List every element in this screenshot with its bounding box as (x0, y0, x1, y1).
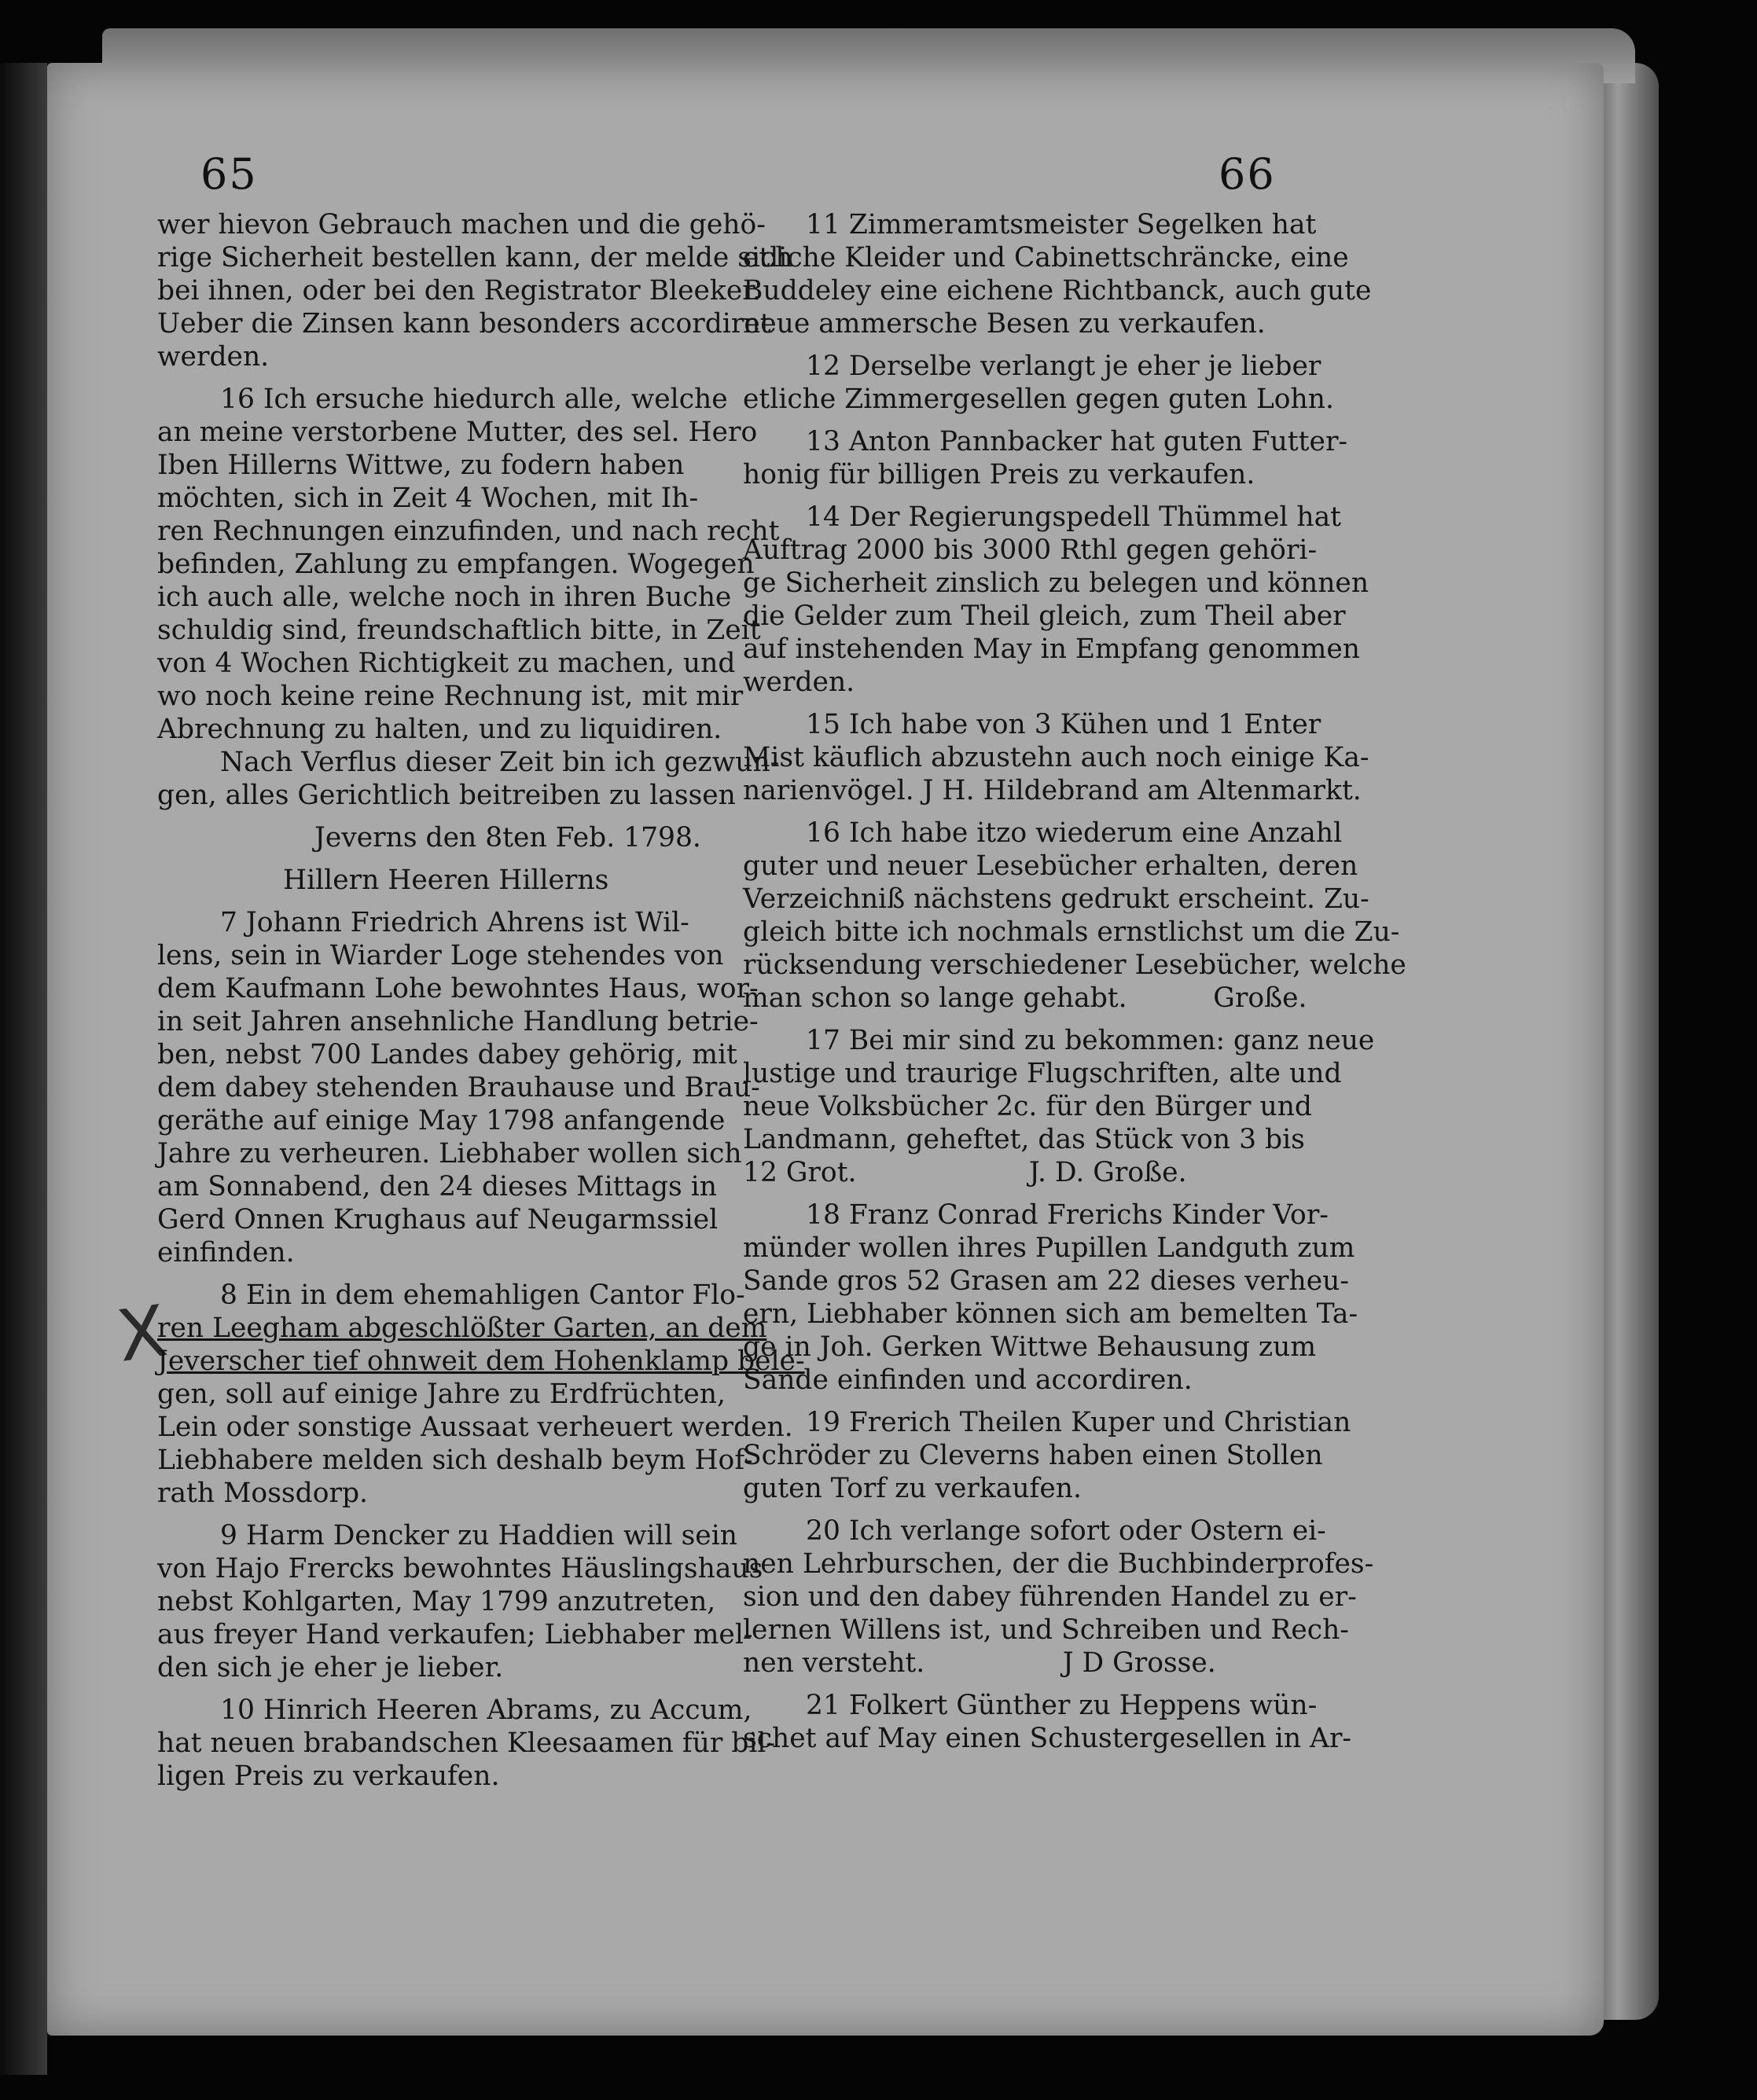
text-line: neue Volksbücher 2c. für den Bürger und (743, 1091, 1313, 1122)
notice-entry (157, 1694, 776, 1793)
text-line: lernen Willens ist, und Schreiben und Rech- (743, 1614, 1349, 1646)
text-line: wo noch keine reine Rechnung ist, mit mir (157, 681, 744, 712)
text-line: ern, Liebhaber können sich am bemelten Ta- (743, 1298, 1358, 1330)
text-line: ligen Preis zu verkaufen. (157, 1760, 500, 1792)
notice-entry (743, 208, 1372, 340)
notice-entry (743, 1024, 1375, 1189)
text-line: 16 Ich habe itzo wiederum eine Anzahl (806, 817, 1343, 849)
text-line: 16 Ich ersuche hiedurch alle, welche (220, 384, 728, 415)
text-line: ren Leegham abgeschlößter Garten, an dem (157, 1312, 767, 1344)
notice-entry (743, 350, 1334, 416)
text-line: Jeverns den 8ten Feb. 1798. (314, 822, 701, 854)
notice-entry (743, 425, 1348, 491)
text-line: Sande einfinden und accordiren. (743, 1364, 1193, 1396)
margin-x-mark: X (112, 1290, 172, 1379)
text-line: werden. (157, 341, 270, 373)
text-line: 12 Grot. J. D. Große. (743, 1157, 1187, 1188)
text-line: hat neuen brabandschen Kleesaamen für bil- (157, 1727, 776, 1759)
text-line: Landmann, geheftet, das Stück von 3 bis (743, 1124, 1305, 1155)
notice-entry (743, 1689, 1352, 1755)
text-line: aus freyer Hand verkaufen; Liebhaber mel- (157, 1619, 753, 1650)
text-line: Iben Hillerns Wittwe, zu fodern haben (157, 450, 685, 481)
text-line: den sich je eher je lieber. (157, 1652, 504, 1683)
text-line: etliche Kleider und Cabinettschräncke, eine (743, 242, 1349, 274)
text-line: einfinden. (157, 1237, 295, 1268)
text-line: Schröder zu Cleverns haben einen Stollen (743, 1440, 1323, 1471)
text-line: guter und neuer Lesebücher erhalten, deren (743, 850, 1358, 882)
notice-entry (743, 708, 1369, 807)
text-line: narienvögel. J H. Hildebrand am Altenmarkt. (743, 775, 1362, 806)
text-line: nebst Kohlgarten, May 1799 anzutreten, (157, 1586, 716, 1617)
notice-entry (743, 817, 1406, 1015)
text-line: rath Mossdorp. (157, 1478, 369, 1509)
text-line: geräthe auf einige May 1798 anfangende (157, 1105, 726, 1136)
text-line: Mist käuflich abzustehn auch noch einige Ka- (743, 742, 1369, 773)
text-line: Jeverscher tief ohnweit dem Hohenklamp bele- (157, 1346, 805, 1377)
notice-date (157, 821, 731, 854)
text-line: 15 Ich habe von 3 Kühen und 1 Enter (806, 709, 1321, 740)
text-line: am Sonnabend, den 24 dieses Mittags in (157, 1171, 717, 1202)
text-line: Gerd Onnen Krughaus auf Neugarmssiel (157, 1204, 719, 1235)
notice-entry (743, 1406, 1351, 1505)
text-line: ich auch alle, welche noch in ihren Buche (157, 582, 732, 613)
text-line: ge Sicherheit zinslich zu belegen und können (743, 567, 1369, 599)
text-line: 17 Bei mir sind zu bekommen: ganz neue (806, 1025, 1375, 1056)
text-line: nen versteht. J D Grosse. (743, 1647, 1216, 1679)
text-line: Hillern Heeren Hillerns (283, 865, 609, 896)
text-line: 9 Harm Dencker zu Haddien will sein (220, 1520, 737, 1551)
text-line: von Hajo Frercks bewohntes Häuslingshaus (157, 1553, 763, 1584)
text-line: an meine verstorbene Mutter, des sel. Hero (157, 417, 758, 448)
notice-entry (157, 383, 780, 812)
notice-signature (157, 864, 731, 897)
text-line: 13 Anton Pannbacker hat guten Futter- (806, 426, 1348, 457)
text-line: Abrechnung zu halten, und zu liquidiren. (157, 714, 722, 745)
text-line: 19 Frerich Theilen Kuper und Christian (806, 1407, 1351, 1438)
text-line: Jahre zu verheuren. Liebhaber wollen sich (157, 1138, 742, 1169)
text-line: man schon so lange gehabt. Große. (743, 982, 1307, 1014)
text-line: auf instehenden May in Empfang genommen (743, 633, 1361, 665)
text-line: etliche Zimmergesellen gegen guten Lohn. (743, 384, 1334, 415)
text-line: Ueber die Zinsen kann besonders accordiret (157, 308, 771, 340)
text-line: 12 Derselbe verlangt je eher je lieber (806, 351, 1321, 382)
text-line: schet auf May einen Schustergesellen in Ar- (743, 1723, 1352, 1754)
notice-entry (157, 1519, 763, 1684)
text-line: gen, soll auf einige Jahre zu Erdfrüchten, (157, 1379, 726, 1410)
text-line: dem Kaufmann Lohe bewohntes Haus, wor- (157, 973, 759, 1004)
right-column (743, 208, 1406, 1764)
text-line: lens, sein in Wiarder Loge stehendes von (157, 940, 724, 971)
book-gutter (0, 63, 47, 2075)
text-line: Liebhabere melden sich deshalb beym Hof- (157, 1445, 753, 1476)
notice-entry (743, 1514, 1374, 1680)
text-line: rige Sicherheit bestellen kann, der melde sich (157, 242, 793, 274)
text-line: 7 Johann Friedrich Ahrens ist Wil- (220, 907, 689, 938)
text-line: Buddeley eine eichene Richtbanck, auch gute (743, 275, 1372, 307)
text-line: ge in Joh. Gerken Wittwe Behausung zum (743, 1331, 1317, 1363)
left-page-number: 65 (200, 149, 258, 199)
text-line: 14 Der Regierungspedell Thümmel hat (806, 501, 1342, 533)
text-line: in seit Jahren ansehnliche Handlung betrie- (157, 1006, 759, 1037)
text-line: 18 Franz Conrad Frerichs Kinder Vor- (806, 1199, 1329, 1231)
text-line: werden. (743, 666, 855, 698)
text-line: Sande gros 52 Grasen am 22 dieses verheu- (743, 1265, 1350, 1297)
text-line: Nach Verflus dieser Zeit bin ich gezwun- (220, 747, 780, 778)
text-line: 8 Ein in dem ehemahligen Cantor Flo- (220, 1279, 745, 1311)
left-column (157, 208, 805, 1802)
right-page-number: 66 (1219, 149, 1276, 199)
notice-entry (157, 1279, 805, 1510)
text-line: nen Lehrburschen, der die Buchbinderprofes- (743, 1548, 1374, 1580)
text-line: wer hievon Gebrauch machen und die gehö- (157, 209, 766, 240)
text-line: möchten, sich in Zeit 4 Wochen, mit Ih- (157, 483, 699, 514)
text-line: honig für billigen Preis zu verkaufen. (743, 459, 1255, 490)
text-line: befinden, Zahlung zu empfangen. Wogegen (157, 549, 755, 580)
text-line: Auftrag 2000 bis 3000 Rthl gegen gehöri- (743, 534, 1318, 566)
text-line: 21 Folkert Günther zu Heppens wün- (806, 1690, 1318, 1721)
text-line: sion und den dabey führenden Handel zu er- (743, 1581, 1357, 1613)
text-line: Lein oder sonstige Aussaat verheuert werden. (157, 1412, 793, 1443)
text-line: guten Torf zu verkaufen. (743, 1473, 1082, 1504)
text-line: dem dabey stehenden Brauhause und Brau- (157, 1072, 760, 1103)
text-line: Verzeichniß nächstens gedrukt erscheint. Zu- (743, 883, 1369, 915)
text-line: neue ammersche Besen zu verkaufen. (743, 308, 1266, 340)
notice-entry (743, 1199, 1358, 1397)
text-line: bei ihnen, oder bei den Registrator Bleeker. (157, 275, 761, 307)
text-line: 10 Hinrich Heeren Abrams, zu Accum, (220, 1694, 752, 1726)
text-line: 11 Zimmeramtsmeister Segelken hat (806, 209, 1317, 240)
text-line: 20 Ich verlange sofort oder Ostern ei- (806, 1515, 1326, 1547)
text-line: von 4 Wochen Richtigkeit zu machen, und (157, 648, 736, 679)
text-line: ren Rechnungen einzufinden, und nach recht (157, 516, 780, 547)
text-line: münder wollen ihres Pupillen Landguth zum (743, 1232, 1355, 1264)
text-line: schuldig sind, freundschaftlich bitte, in Zeit (157, 615, 761, 646)
text-line: gleich bitte ich nochmals ernstlichst um die Zu- (743, 916, 1400, 948)
text-line: lustige und traurige Flugschriften, alte und (743, 1058, 1342, 1089)
text-line: gen, alles Gerichtlich beitreiben zu lassen (157, 780, 736, 811)
notice-entry (743, 501, 1369, 699)
text-line: rücksendung verschiedener Lesebücher, welche (743, 949, 1406, 981)
text-line: ben, nebst 700 Landes dabey gehörig, mit (157, 1039, 737, 1070)
text-line: die Gelder zum Theil gleich, zum Theil aber (743, 600, 1346, 632)
notice-entry (157, 208, 793, 373)
notice-entry (157, 906, 760, 1269)
